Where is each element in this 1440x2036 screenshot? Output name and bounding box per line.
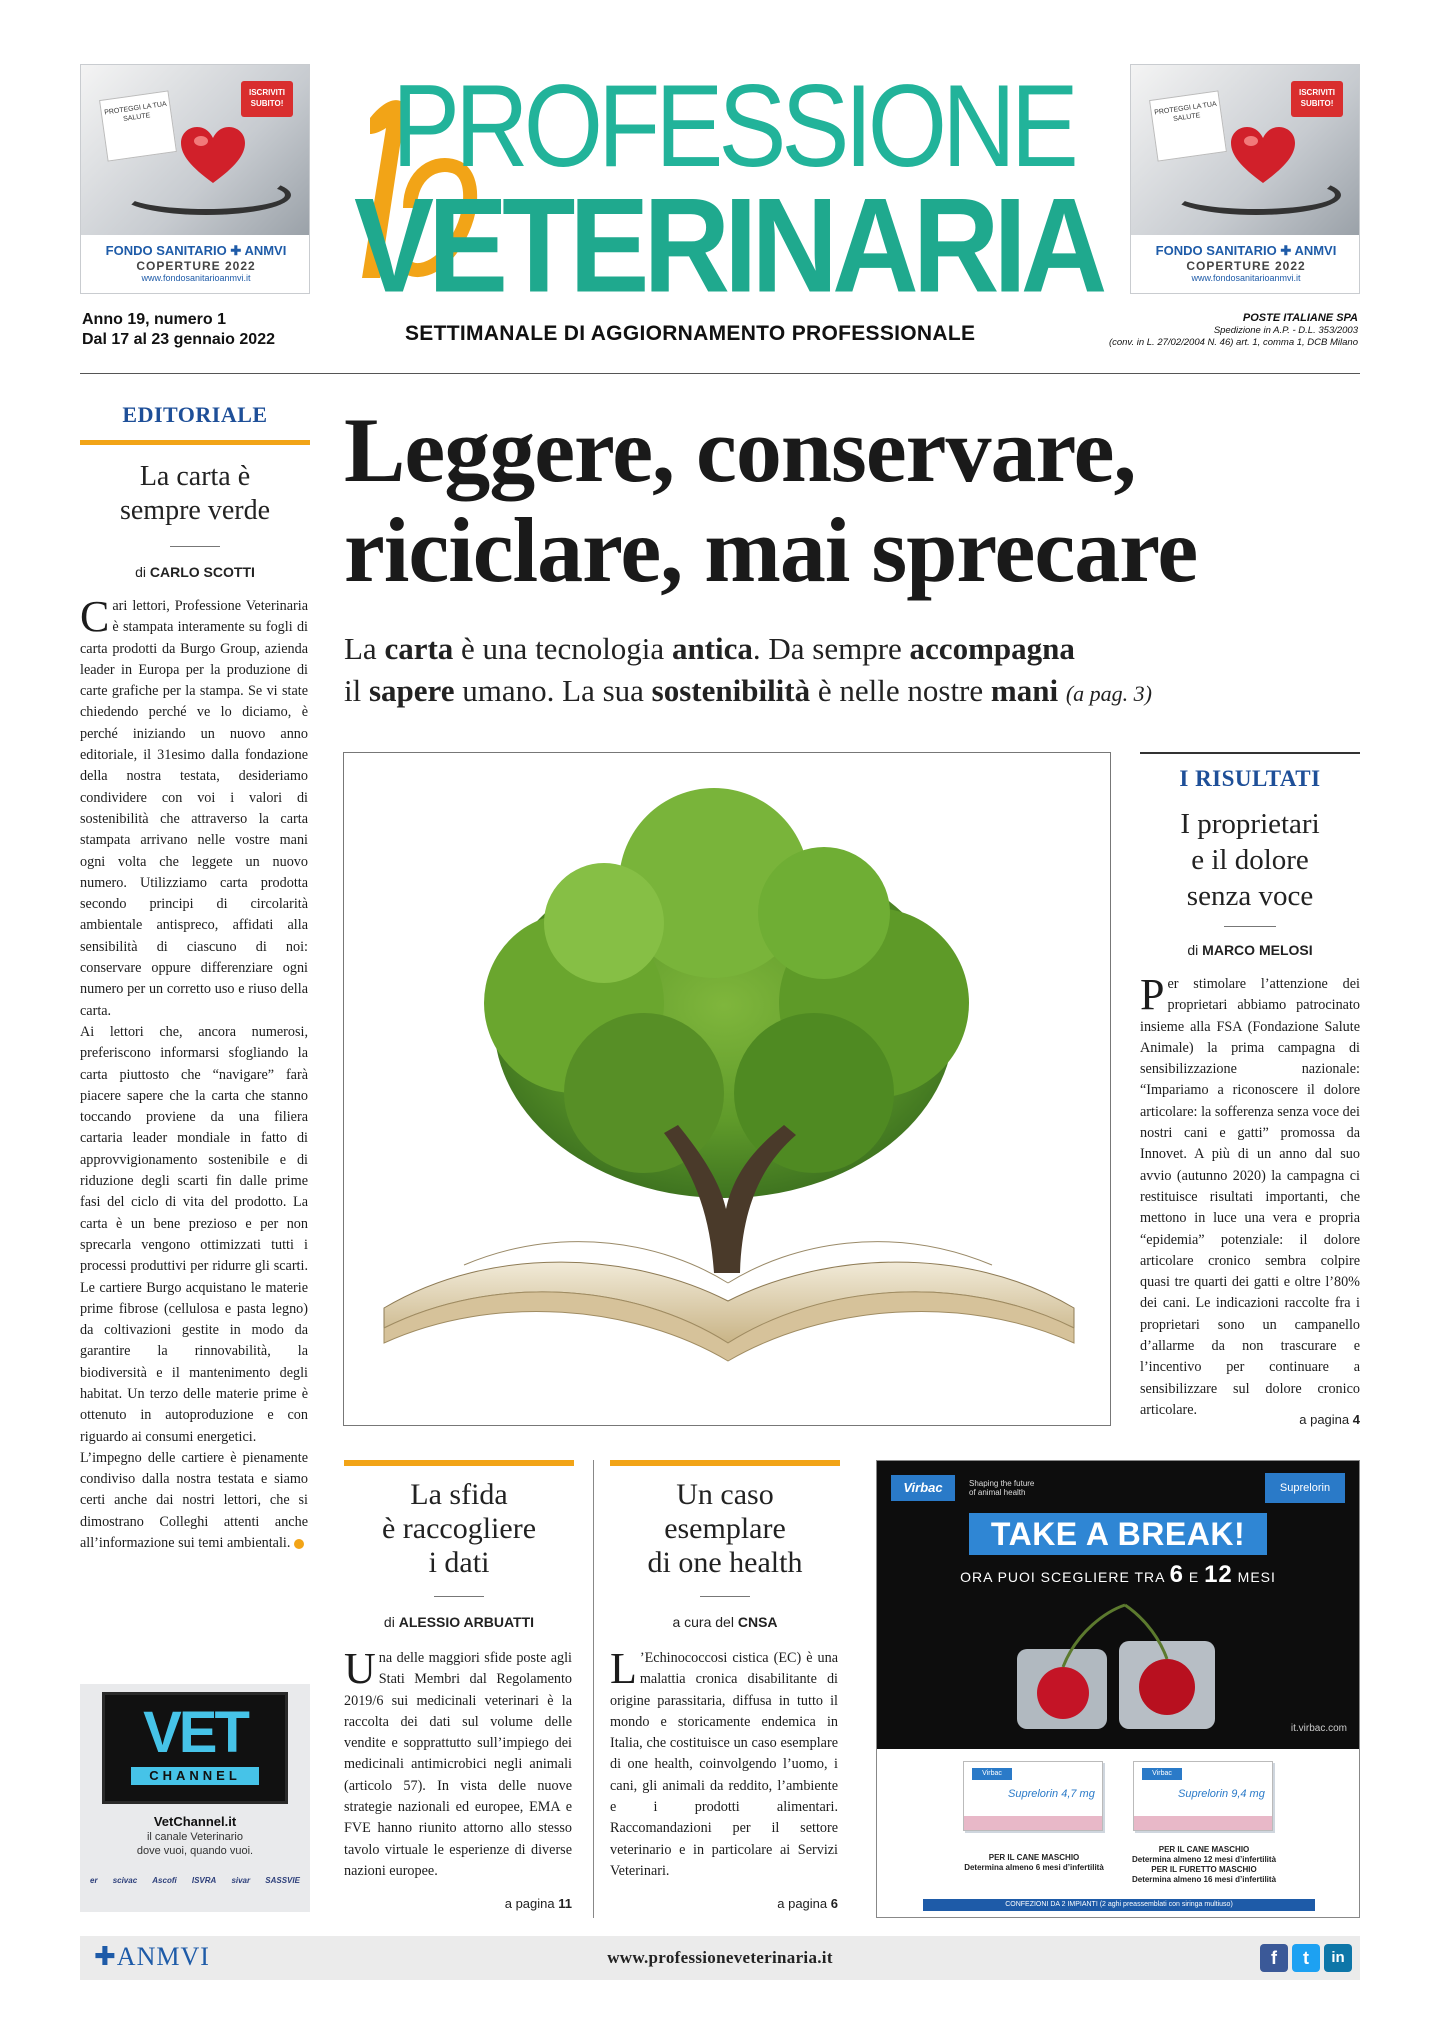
sfida-title[interactable]: La sfida è raccogliere i dati xyxy=(381,1478,537,1579)
ad-coverage: COPERTURE 2022 xyxy=(136,259,256,273)
title-rule xyxy=(434,1596,484,1597)
pack2-caption: PER IL CANE MASCHIO Determina almeno 12 mesi d’infertilità PER IL FURETTO MASCHIO Determina almeno 16 mesi d’infertilità xyxy=(1131,1845,1277,1884)
risultati-page-ref[interactable]: a pagina 4 xyxy=(1299,1412,1360,1427)
sfida-byline: di ALESSIO ARBUATTI xyxy=(383,1614,535,1630)
risultati-top-rule xyxy=(1140,752,1360,754)
title-rule xyxy=(1224,926,1276,927)
sponsor-logo: SASSVIE xyxy=(265,1876,300,1885)
fondo-sanitario-ad-left[interactable] xyxy=(80,64,310,294)
fondo-sanitario-ad-right[interactable] xyxy=(1130,64,1360,294)
vetchannel-logo-channel: CHANNEL xyxy=(131,1767,259,1785)
caso-page-ref[interactable]: a pagina 6 xyxy=(777,1896,838,1911)
ad-card-text: PROTEGGI LA TUA SALUTE xyxy=(99,90,177,161)
issue-dates: Dal 17 al 23 gennaio 2022 xyxy=(82,331,275,348)
vetchannel-subtitle: il canale Veterinario dove vuoi, quando vuoi. xyxy=(136,1831,254,1857)
lead-deck: La carta è una tecnologia antica. Da sempre accompagna il sapere umano. La sua sostenibilità è nelle nostre mani (a pag. 3) xyxy=(344,631,1152,708)
ad-title: FONDO SANITARIO ✚ ANMVI xyxy=(1155,243,1337,258)
sponsor-logo: sivar xyxy=(231,1876,251,1885)
risultati-title[interactable]: I proprietari e il dolore senza voce xyxy=(1180,808,1320,912)
linkedin-icon[interactable]: in xyxy=(1324,1944,1352,1972)
ice-cherries-graphic xyxy=(1007,1601,1227,1741)
anmvi-logo[interactable]: ✚ANMVI xyxy=(94,1942,210,1971)
risultati-byline: di MARCO MELOSI xyxy=(1187,942,1313,958)
editorial-para2: Ai lettori che, ancora numerosi, preferiscono informarsi sfogliando la carta piuttosto che “navigare” farà piacere sapere che la carta che stanno toccando proviene da una filiera cartaria leader mondiale in fatto di approvvigionamento sostenibile e di riduzione degli scarti fin dalle prime fasi del ciclo di vita del prodotto. La carta è un bene prezioso e per non sprecarla vengono ottimizzati tutti i processi produttivi per ridurre gli scarti. Le cartiere Burgo acquistano le materie prime fibrose (cellulosa e pasta legno) da coltivazioni gestite in modo da garantire la rinnovabilità, la biodiversità e il mantenimento degli habitat. Un terzo delle materie prime è ottenuto in autoproduzione e con riguardo ai consumi energetici. xyxy=(80,1023,308,1445)
editorial-para3: L’impegno delle cartiere è pienamente condiviso dalla nostra testata e siamo certi anche dai nostri lettori, che si dimostrano Colleghi attenti anche all’informazione sui temi ambientali. xyxy=(80,1449,308,1552)
heart-icon xyxy=(1231,127,1295,185)
editorial-body xyxy=(80,592,308,1554)
sfida-page-ref[interactable]: a pagina 11 xyxy=(504,1896,572,1911)
ad-coverage: COPERTURE 2022 xyxy=(1186,259,1306,273)
editorial-title-line2: sempre verde xyxy=(119,495,271,526)
ad-badge: ISCRIVITI SUBITO! xyxy=(241,81,293,117)
ad-footer xyxy=(81,235,310,294)
logo-professione: PROFESSIONE xyxy=(392,59,1074,192)
title-rule xyxy=(170,546,220,547)
virbac-logo: Virbac xyxy=(891,1475,955,1501)
vetchannel-site: VetChannel.it xyxy=(153,1814,237,1829)
anmvi-cross-icon: ✚ xyxy=(94,1942,117,1971)
virbac-suprelorin-ad[interactable] xyxy=(876,1460,1360,1918)
ad-footer xyxy=(1131,235,1360,294)
sfida-text: na delle maggiori sfide poste agli Stati Membri dal Regolamento 2019/6 sui medicinali veterinari è la raccolta dei dati sul volume delle vendite e sopprattutto sull’impiego dei medicinali antimicrobici negli animali (articolo 57). In vista delle nuove strategie nazionali ed europee, EMA e FVE hanno riunito attorno allo stesso tavolo virtuale le esperienze di diverse nazioni europee. xyxy=(344,1650,572,1879)
sponsor-logo: ISVRA xyxy=(191,1876,217,1885)
tv-screen xyxy=(102,1692,288,1804)
caso-accent-bar xyxy=(610,1460,840,1466)
ad-headline: TAKE A BREAK! xyxy=(969,1513,1267,1555)
lead-headline[interactable] xyxy=(344,400,1344,600)
issue-number: Anno 19, numero 1 xyxy=(82,311,227,328)
sfida-body xyxy=(344,1644,572,1882)
drop-cap: C xyxy=(80,592,110,641)
twitter-icon[interactable]: t xyxy=(1292,1944,1320,1972)
sponsor-logo: er xyxy=(90,1876,98,1885)
ad-card-text: PROTEGGI LA TUA SALUTE xyxy=(1149,90,1227,161)
title-rule xyxy=(700,1596,750,1597)
pack1-caption: PER IL CANE MASCHIO Determina almeno 6 mesi d’infertilità xyxy=(964,1853,1104,1872)
facebook-icon[interactable]: f xyxy=(1260,1944,1288,1972)
sponsor-logos xyxy=(90,1876,300,1885)
editorial-title-line1: La carta è xyxy=(139,461,251,492)
editorial-title[interactable] xyxy=(80,460,310,528)
suprelorin-logo: Suprelorin xyxy=(1265,1473,1345,1503)
headline-line2: riciclare, mai sprecare xyxy=(344,499,1198,601)
ad-packaging-note: CONFEZIONI DA 2 IMPIANTI (2 aghi preassemblati con siringa multiuso) xyxy=(923,1899,1315,1911)
editorial-byline: di CARLO SCOTTI xyxy=(135,564,255,580)
risultati-body xyxy=(1140,970,1360,1421)
product-pack-1: Virbac Suprelorin 4,7 mg xyxy=(963,1761,1103,1831)
vetchannel-ad[interactable] xyxy=(80,1684,310,1912)
caso-text: ’Echinococcosi cistica (EC) è una malattia cronica disabilitante di origine parassitaria, diffusa in tutto il mondo e storicamente endemica in Italia, che costituisce un caso esemplare di one health, coinvolgendo l’uomo, i cani, gli animali da reddito, l’ambiente e i prodotti alimentari. Raccomandazioni per il settore veterinario e in particolare ai Servizi Veterinari. xyxy=(610,1650,838,1879)
poste-title: POSTE ITALIANE SPA xyxy=(1242,312,1358,324)
risultati-text: er stimolare l’attenzione dei proprietari abbiamo patrocinato insieme alla FSA (Fondazione Salute Animale) la prima campagna di sensibilizzazione nazionale: “Impariamo a riconoscere il dolore articolare: la sofferenza senza voce dei nostri cani e gatti” promossa da Innovet. A più di un anno dal suo avvio (autunno 2020) la campagna ci restituisce risultati importanti, che mettono in luce una vera e propria “epidemia” potenziale: il dolore articolare cronico sembra colpire quasi tre quarti dei gatti e oltre l’80% dei cani. Le indicazioni raccolte fra i proprietari sono un campanello d’allarme da non trascurare e l’incentivo per continuare a sensibilizzare sul dolore cronico articolare. xyxy=(1140,976,1360,1418)
tagline: SETTIMANALE DI AGGIORNAMENTO PROFESSIONALE xyxy=(405,322,976,345)
sfida-accent-bar xyxy=(344,1460,574,1466)
ad-badge: ISCRIVITI SUBITO! xyxy=(1291,81,1343,117)
ad-url: www.fondosanitarioanmvi.it xyxy=(141,273,251,283)
page-footer xyxy=(80,1936,1360,1980)
logo-veterinaria: VETERINARIA xyxy=(354,170,1102,321)
column-separator xyxy=(593,1460,594,1918)
product-pack-2: Virbac Suprelorin 9,4 mg xyxy=(1133,1761,1273,1831)
editorial-kicker: EDITORIALE xyxy=(122,402,268,427)
drop-cap: P xyxy=(1140,970,1165,1019)
issue-info xyxy=(82,310,275,350)
masthead-divider xyxy=(80,373,1360,374)
deck-page-ref: (a pag. 3) xyxy=(1065,681,1152,706)
heart-icon xyxy=(181,127,245,185)
tree-on-book-illustration xyxy=(344,753,1111,1426)
caso-title[interactable]: Un caso esemplare di one health xyxy=(647,1478,803,1579)
vetchannel-logo-vet: VET xyxy=(143,1700,247,1765)
end-mark-icon xyxy=(294,1539,304,1549)
poste-line2: Spedizione in A.P. - D.L. 353/2003 xyxy=(1213,325,1358,336)
lead-photo-tree-book xyxy=(343,752,1111,1426)
poste-line3: (conv. in L. 27/02/2004 N. 46) art. 1, comma 1, DCB Milano xyxy=(1108,337,1358,348)
caso-byline: a cura del CNSA xyxy=(672,1614,778,1630)
caso-body xyxy=(610,1644,838,1882)
site-url[interactable]: www.professioneveterinaria.it xyxy=(607,1948,833,1967)
ad-url: www.fondosanitarioanmvi.it xyxy=(1191,273,1301,283)
drop-cap: U xyxy=(344,1644,376,1693)
risultati-kicker: I RISULTATI xyxy=(1179,766,1321,791)
ad-subheadline: ORA PUOI SCEGLIERE TRA 6 E 12 MESI xyxy=(960,1561,1276,1588)
ad-title: FONDO SANITARIO ✚ ANMVI xyxy=(105,243,287,258)
editorial-accent-bar xyxy=(80,440,310,445)
editorial-para1: ari lettori, Professione Veterinaria è stampata interamente su fogli di carta prodotti da Burgo Group, azienda leader in Europa per la produzione di carte grafiche per la stampa. Se vi state chiedendo perché ve lo diciamo, è perché iniziando un nuovo anno editoriale, il 31esimo dalla fondazione della nostra testata, desideriamo condividere con voi i valori di sostenibilità che attraverso la carta stampata arrivano nelle vostre mani ogni volta che leggete un nuovo numero. Utilizziamo carta prodotta secondo principi di circolarità ambientale antispreco, affidati alla sensibilità di ciascuno di noi: conservare oppure differenziare ogni numero per un corretto uso e riuso della carta. xyxy=(80,598,308,1019)
headline-line1: Leggere, conservare, xyxy=(344,399,1136,501)
virbac-slogan: Shaping the future of animal health xyxy=(969,1479,1035,1497)
sponsor-logo: scivac xyxy=(112,1876,138,1885)
masthead-logo[interactable] xyxy=(340,59,1102,321)
postal-info xyxy=(1109,312,1358,349)
drop-cap: L xyxy=(610,1644,637,1693)
sponsor-logo: Ascofi xyxy=(152,1876,177,1885)
virbac-site: it.virbac.com xyxy=(1290,1723,1347,1734)
